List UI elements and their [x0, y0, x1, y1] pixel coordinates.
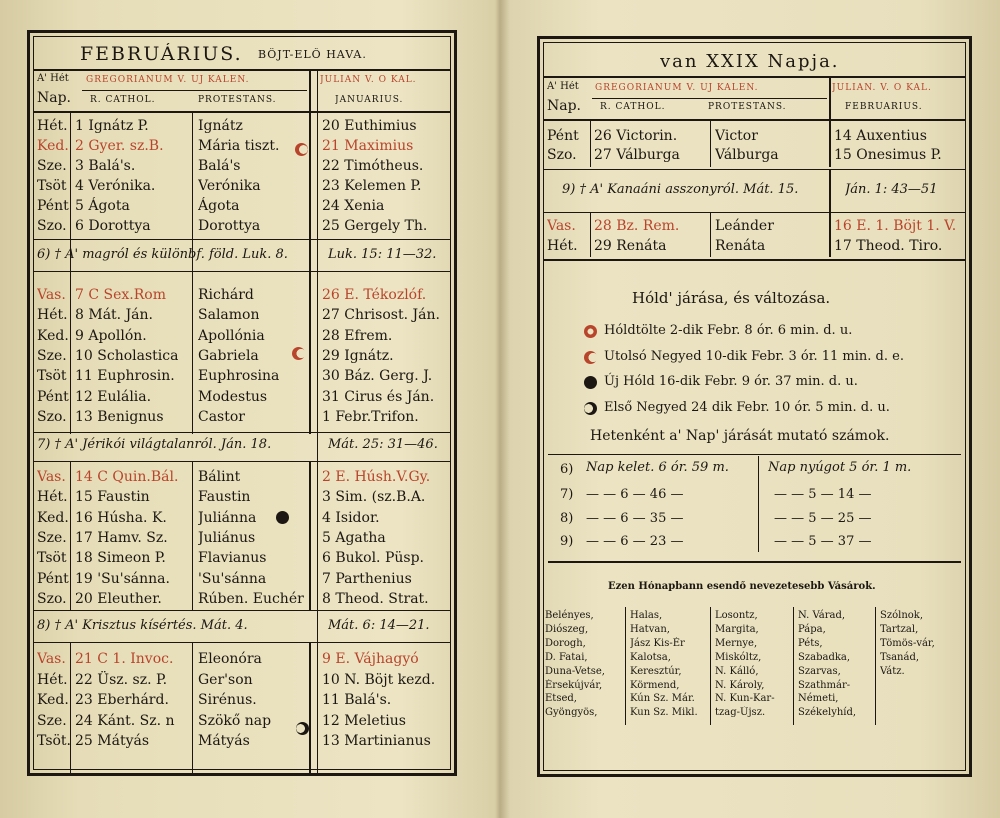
catholic-saint: 19 'Su'sánna. [75, 570, 170, 587]
header-gregorian: GREGORIÁNUM V. ÚJ KALEN. [86, 75, 250, 85]
fair-town: Németi, [798, 693, 839, 705]
full-moon-icon [584, 325, 597, 338]
sunrise-value: — — 6 — 46 — [586, 487, 684, 502]
fair-town: Hatvan, [630, 623, 670, 635]
protestant-saint: Sirénus. [198, 692, 257, 708]
fair-town: Kalotsa, [630, 651, 671, 663]
protestant-saint: Salamon [198, 307, 260, 324]
fair-town: Keresztúr, [630, 665, 682, 677]
first-quarter-icon [584, 402, 597, 415]
right-page [537, 36, 972, 777]
protestant-saint: Faustin [198, 489, 251, 506]
day-name: Hét. [37, 671, 68, 688]
protestant-saint: Renáta [715, 237, 766, 254]
fair-town: Halas, [630, 610, 663, 621]
catholic-saint: 10 Scholastica [75, 347, 179, 364]
day-name: Tsöt. [37, 733, 72, 749]
julian-saint: 7 Parthenius [322, 570, 412, 587]
day-name: Vas. [37, 469, 66, 485]
protestant-saint: Balá's [198, 158, 241, 174]
julian-saint: 28 Efrem. [322, 327, 393, 344]
protestant-saint: Modestus [198, 388, 268, 405]
fair-town: Szathmár- [798, 679, 851, 691]
header-week: A' Hét [547, 81, 579, 92]
fair-town: Tömös-vár, [880, 637, 935, 649]
protestant-saint: Mátyás [198, 733, 250, 749]
protestant-saint: Dorottya [198, 218, 261, 234]
catholic-saint: 6 Dorottya [75, 218, 151, 234]
fair-town: Szólnok, [880, 610, 924, 621]
protestant-saint: Válburga [715, 147, 779, 163]
last-quarter-icon [584, 351, 597, 364]
sunrise-header: Nap kelet. 6 ór. 59 m. [586, 460, 729, 475]
day-name: Ked. [37, 509, 69, 526]
fair-town: Székelyhíd, [798, 707, 857, 719]
gospel-6: 6) † A' magról és különbf. föld. Luk. 8. [37, 247, 288, 262]
new-moon-icon [584, 376, 597, 389]
sunrise-value: — — 6 — 23 — [586, 534, 684, 549]
julian-saint: 6 Bukol. Püsp. [322, 550, 424, 567]
julian-saint: 3 Sim. (sz.B.A. [322, 489, 426, 506]
sunset-value: — — 5 — 37 — [774, 534, 872, 549]
fair-town: Érsekújvár, [545, 679, 603, 691]
catholic-saint: 21 C 1. Invoc. [75, 651, 174, 667]
fair-town: Dorogh, [545, 637, 586, 649]
day-name: Ked. [37, 692, 69, 708]
julian-saint: 31 Cirus és Ján. [322, 388, 435, 405]
day-name: Szo. [37, 408, 67, 425]
day-name: Ked. [37, 138, 69, 154]
fair-town: Kun Sz. Mikl. [630, 707, 698, 719]
catholic-saint: 12 Eulália. [75, 388, 152, 405]
catholic-saint: 24 Kánt. Sz. n [75, 712, 175, 729]
header-gregorian: GREGORIÁNUM V. ÚJ KALEN. [595, 83, 759, 93]
catholic-saint: 11 Euphrosin. [75, 368, 175, 385]
julian-saint: 17 Theod. Tiro. [834, 237, 943, 254]
julian-saint: 21 Maximius [322, 138, 414, 154]
sun-row-number: 9) [560, 534, 574, 549]
day-name: Tsöt [37, 178, 67, 194]
moon-phase-text: Utolsó Negyed 10-dik Febr. 3 ór. 11 min. d. e. [604, 348, 904, 364]
day-name: Sze. [37, 158, 67, 174]
protestant-saint: Castor [198, 408, 245, 425]
catholic-saint: 5 Ágota [75, 198, 130, 214]
fair-town: Losontz, [715, 610, 758, 621]
month-days-title: van XXIX Napja. [660, 51, 840, 72]
protestant-saint: 'Su'sánna [198, 570, 267, 587]
catholic-saint: 9 Apollón. [75, 327, 147, 344]
julian-saint: 9 E. Vájhagyó [322, 651, 419, 667]
day-name: Szo. [547, 147, 577, 163]
day-name: Vas. [547, 218, 576, 234]
fair-town: Etsed, [545, 693, 577, 705]
day-name: Hét. [37, 118, 68, 134]
sunset-header: Nap nyúgot 5 ór. 1 m. [768, 460, 912, 475]
julian-saint: 8 Theod. Strat. [322, 590, 429, 607]
header-catholic: R. CATHOL. [600, 102, 666, 112]
fair-town: N. Károly, [715, 679, 765, 691]
day-name: Vas. [37, 651, 66, 667]
header-february: FEBRUÁRIUS. [845, 102, 923, 112]
julian-saint: 2 E. Húsh.V.Gy. [322, 469, 431, 485]
julian-saint: 12 Meletius [322, 712, 406, 729]
catholic-saint: 14 C Quin.Bál. [75, 469, 179, 485]
fair-town: Szabadka, [798, 651, 851, 663]
protestant-saint: Verónika [198, 178, 261, 194]
julian-saint: 13 Martinianus [322, 733, 431, 749]
day-name: Pént [37, 388, 69, 405]
protestant-saint: Ignátz [198, 118, 243, 134]
day-name: Sze. [37, 347, 67, 364]
catholic-saint: 13 Benignus [75, 408, 164, 425]
fair-town: Miskóltz, [715, 651, 762, 663]
fair-town: N. Kun-Kar- [715, 693, 775, 705]
catholic-saint: 25 Mátyás [75, 733, 150, 749]
catholic-saint: 18 Simeon P. [75, 550, 166, 567]
day-name: Tsöt [37, 550, 67, 567]
last-quarter-icon [295, 143, 308, 156]
day-name: Sze. [37, 529, 67, 546]
month-subtitle: BÖJT-ELŐ HAVA. [258, 48, 367, 61]
header-protestant: PROTESTANS. [198, 95, 277, 105]
protestant-saint: Richárd [198, 287, 254, 303]
julian-saint: 25 Gergely Th. [322, 218, 428, 234]
julian-saint: 15 Onesimus P. [834, 147, 942, 163]
julian-saint: 30 Báz. Gerg. J. [322, 368, 433, 385]
catholic-saint: 22 Üsz. sz. P. [75, 671, 168, 688]
protestant-saint: Ágota [198, 198, 240, 214]
gospel-ref-9: Ján. 1: 43—51 [845, 182, 938, 197]
catholic-saint: 1 Ignátz P. [75, 118, 149, 134]
day-name: Pént [37, 198, 69, 214]
gospel-7: 7) † A' Jérikói világtalanról. Ján. 18. [37, 437, 272, 452]
catholic-saint: 3 Balá's. [75, 158, 136, 174]
catholic-saint: 4 Verónika. [75, 178, 156, 194]
julian-saint: 5 Agatha [322, 529, 386, 546]
header-julian: JULIÁN V. Ó KAL. [320, 75, 417, 85]
protestant-saint: Apollónia [198, 327, 265, 344]
julian-saint: 22 Timótheus. [322, 158, 424, 174]
fair-town: tzag-Újsz. [715, 707, 766, 719]
sunrise-value: — — 6 — 35 — [586, 510, 684, 526]
sun-table-title: Hetenként a' Nap' járását mutató számok. [590, 428, 890, 444]
header-catholic: R. CATHOL. [90, 95, 156, 105]
catholic-saint: 29 Renáta [594, 237, 667, 254]
catholic-saint: 17 Hamv. Sz. [75, 529, 168, 546]
protestant-saint: Euphrosina [198, 368, 280, 385]
catholic-saint: 8 Mát. Ján. [75, 307, 153, 324]
protestant-saint: Szökő nap [198, 712, 272, 729]
header-day: Nap. [37, 90, 72, 106]
gospel-9: 9) † A' Kanaáni asszonyról. Mát. 15. [562, 182, 799, 197]
protestant-saint: Bálint [198, 469, 241, 485]
header-day: Nap. [547, 98, 582, 114]
fair-town: Mernye, [715, 637, 758, 649]
header-week: A' Hét [37, 73, 69, 84]
day-name: Vas. [37, 287, 66, 303]
protestant-saint: Juliánus [198, 529, 256, 546]
fair-town: Belényes, [545, 610, 594, 621]
fairs-title: Ezen Hónapbann esendő nevezetesebb Vásárok. [608, 581, 876, 592]
fair-town: Kún Sz. Már. [630, 693, 695, 705]
fair-town: Tartzal, [880, 623, 919, 635]
day-name: Tsöt [37, 368, 67, 385]
fair-town: Gyöngyös, [545, 707, 598, 719]
protestant-saint: Eleonóra [198, 651, 262, 667]
fair-town: N. Kálló, [715, 665, 759, 677]
day-name: Sze. [37, 712, 67, 729]
day-name: Hét. [37, 307, 68, 324]
julian-saint: 10 N. Böjt kezd. [322, 671, 436, 688]
month-title: FEBRUÁRIUS. [80, 43, 243, 65]
fair-town: Szarvas, [798, 665, 841, 677]
catholic-saint: 27 Válburga [594, 147, 680, 163]
header-julian: JULIÁN. V. Ó KAL. [832, 83, 932, 93]
catholic-saint: 7 C Sex.Rom [75, 287, 166, 303]
day-name: Pént [547, 128, 579, 144]
fair-town: Margita, [715, 623, 759, 635]
day-name: Pént [37, 570, 69, 587]
fair-town: Pápa, [798, 623, 826, 635]
catholic-saint: 15 Faustin [75, 489, 150, 506]
fair-town: Tsanád, [880, 651, 920, 663]
fair-town: Vátz. [880, 665, 905, 677]
julian-saint: 24 Xenia [322, 198, 385, 214]
header-january: JANUÁRIUS. [335, 95, 404, 105]
sun-row-number: 7) [560, 487, 574, 502]
julian-saint: 11 Balá's. [322, 692, 392, 708]
day-name: Hét. [37, 489, 68, 506]
gospel-ref-6: Luk. 15: 11—32. [328, 247, 437, 262]
header-protestant: PROTESTANS. [708, 102, 787, 112]
fair-town: D. Fatai, [545, 651, 588, 663]
gospel-ref-7: Mát. 25: 31—46. [328, 437, 438, 452]
last-quarter-icon [292, 347, 305, 360]
day-name: Szo. [37, 590, 67, 607]
fair-town: Jász Kis-Ér [630, 637, 685, 649]
protestant-saint: Victor [715, 128, 758, 144]
day-name: Ked. [37, 327, 69, 344]
julian-saint: 14 Auxentius [834, 128, 927, 144]
fair-town: Duna-Vetse, [545, 665, 605, 677]
fair-town: Péts, [798, 637, 823, 649]
julian-saint: 29 Ignátz. [322, 347, 394, 364]
moon-phase-text: Hóldtölte 2-dik Febr. 8 ór. 6 min. d. u. [604, 323, 853, 338]
first-quarter-icon [296, 722, 309, 735]
catholic-saint: 16 Húsha. K. [75, 509, 167, 526]
protestant-saint: Flavianus [198, 550, 267, 567]
sun-row-number: 8) [560, 510, 574, 526]
moon-phases-title: Hóld' járása, és változása. [632, 289, 831, 307]
julian-saint: 1 Febr.Trifon. [322, 408, 419, 425]
sunset-value: — — 5 — 14 — [774, 487, 872, 502]
day-name: Szo. [37, 218, 67, 234]
julian-saint: 26 E. Tékozlóf. [322, 287, 427, 303]
gospel-ref-8: Mát. 6: 14—21. [328, 618, 430, 633]
protestant-saint: Rúben. Euchér [198, 590, 304, 607]
fair-town: Diószeg, [545, 623, 589, 635]
moon-phase-text: Új Hóld 16-dik Febr. 9 ór. 37 min. d. u. [604, 374, 858, 389]
sunset-value: — — 5 — 25 — [774, 510, 872, 526]
sun-row-number: 6) [560, 462, 574, 477]
gospel-8: 8) † A' Krisztus kísértés. Mát. 4. [37, 618, 248, 633]
left-page [27, 30, 457, 776]
fair-town: Körmend, [630, 679, 680, 691]
julian-saint: 16 E. 1. Böjt 1. V. [834, 218, 957, 234]
protestant-saint: Ger'son [198, 671, 253, 688]
moon-phase-text: Első Negyed 24 dik Febr. 10 ór. 5 min. d. u. [604, 399, 890, 415]
fair-town: N. Várad, [798, 610, 846, 621]
new-moon-icon [276, 511, 289, 524]
protestant-saint: Juliánna [198, 509, 257, 526]
day-name: Hét. [547, 237, 578, 254]
julian-saint: 20 Euthimius [322, 118, 417, 134]
julian-saint: 4 Isidor. [322, 509, 380, 526]
protestant-saint: Leánder [715, 218, 774, 234]
julian-saint: 27 Chrisost. Ján. [322, 307, 440, 324]
catholic-saint: 26 Victorin. [594, 128, 678, 144]
catholic-saint: 23 Eberhárd. [75, 692, 169, 708]
catholic-saint: 2 Gyer. sz.B. [75, 138, 164, 154]
protestant-saint: Gabriela [198, 347, 259, 364]
protestant-saint: Mária tiszt. [198, 138, 280, 154]
julian-saint: 23 Kelemen P. [322, 178, 422, 194]
catholic-saint: 28 Bz. Rem. [594, 218, 680, 234]
catholic-saint: 20 Eleuther. [75, 590, 162, 607]
